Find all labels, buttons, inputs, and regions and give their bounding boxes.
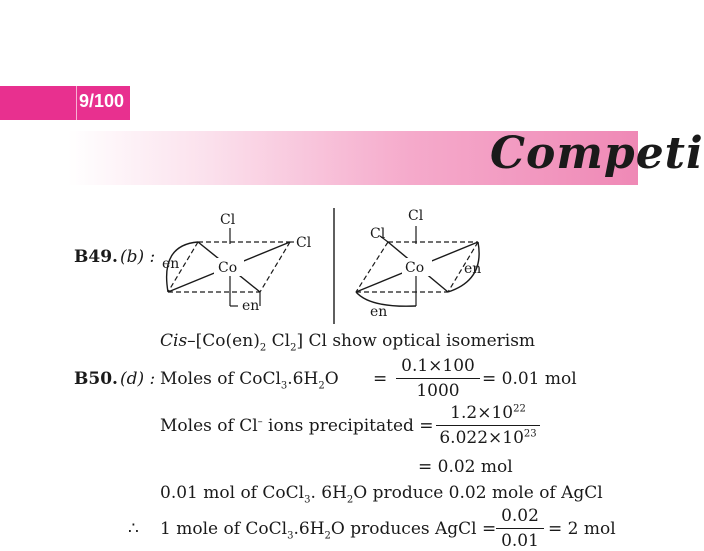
label-co-right: Co [405,260,425,276]
line1-sub1: 3 [280,380,288,392]
isomer-left [162,212,312,314]
plane-right-edge-left [260,242,290,292]
label-en-bottom-right: en [370,304,388,320]
plane-left-edge-right [356,242,388,292]
line3-prefix: 0.01 mol of CoCl [160,483,305,503]
line3-end: O produce 0.02 mole of AgCl [353,483,603,503]
line2-num-exp: 22 [513,403,526,415]
label-cl-top-right: Cl [408,208,424,224]
answer-option-b50: (d) : [120,369,156,389]
line2-result: = 0.02 mol [418,457,513,477]
label-cl-top-left: Cl [220,212,236,228]
line4-end: O produces AgCl = [330,519,497,539]
line4-result: = 2 mol [548,519,616,539]
b50-line4-label [160,519,496,541]
answer-option-b49-text: (b) : [120,247,156,267]
line3-sub2: 2 [346,494,354,506]
page-bar-divider [76,86,77,120]
line2-denominator [436,426,540,448]
line1-denominator: 1000 [416,381,460,401]
question-label-b49: B49. [74,247,118,267]
b50-line2-label [160,416,434,436]
page-number: 9/100 [79,91,125,111]
label-en-bottom-left: en [242,298,260,314]
line2-numerator [436,403,540,425]
line2-num-base: 1.2×10 [450,403,514,423]
line1-equals: = [373,369,388,389]
b50-line3 [160,483,603,505]
banner-title: Competi [490,128,704,179]
caption-sub1: 2 [259,342,267,354]
line2-den-exp: 23 [523,428,537,440]
line4-mid: .6H [293,519,325,539]
line1-sub2: 2 [318,380,325,392]
line2-sup: – [257,416,263,428]
line2-den-base: 6.022×10 [439,428,524,448]
label-cl-left-right: Cl [370,226,386,242]
label-co-left: Co [218,260,238,276]
label-en-right-right: en [464,261,482,277]
therefore-symbol: ∴ [128,519,139,539]
line1-numerator: 0.1×100 [401,356,475,376]
line3-mid: . 6H [310,483,347,503]
question-label-b50: B50. [74,369,118,389]
line2-suffix: ions precipitated = [262,416,434,436]
line4-sub2: 2 [324,530,331,542]
line3-sub1: 3 [304,494,311,506]
line2-fraction [436,403,540,448]
line1-end: O [324,369,339,389]
caption-sub2: 2 [290,342,297,354]
caption-cis: Cis [160,331,188,351]
b50-line1-label [160,369,339,391]
line4-numerator: 0.02 [501,506,539,526]
line1-prefix: Moles of CoCl [160,369,281,389]
caption-rest: –[Co(en) [187,331,260,351]
line2-prefix: Moles of Cl [160,416,258,436]
isomer-right [356,208,481,320]
label-en-left-left: en [162,256,180,272]
line4-prefix: 1 mole of CoCl [160,519,288,539]
line4-sub1: 3 [287,530,294,542]
label-cl-right-left: Cl [296,235,312,251]
line4-denominator: 0.01 [501,531,539,551]
line1-fraction [396,356,480,401]
caption-cl: Cl [266,331,291,351]
caption-tail: ] Cl show optical isomerism [296,331,536,351]
line4-fraction [496,506,544,551]
b49-caption [160,331,535,353]
line1-result: = 0.01 mol [482,369,577,389]
isomer-structures [150,200,630,330]
line1-mid: .6H [287,369,319,389]
